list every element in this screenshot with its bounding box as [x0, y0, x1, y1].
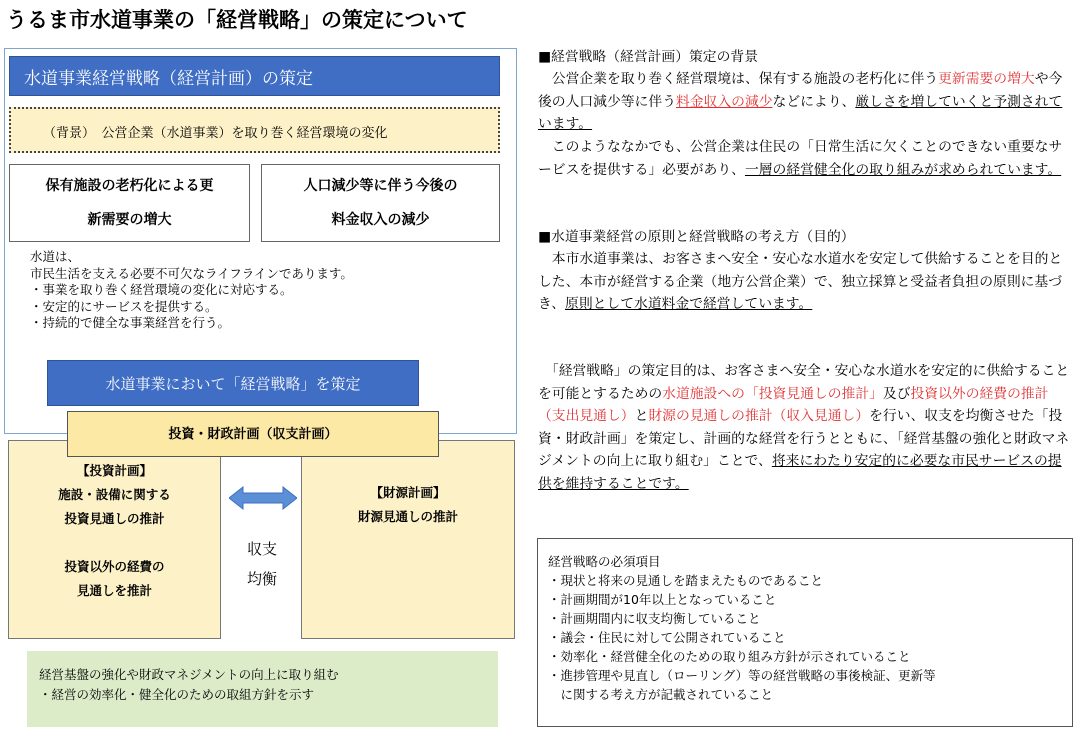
background-box: （背景） 公営企業（水道事業）を取り巻く経営環境の変化 [9, 107, 500, 153]
background-paragraph-1 [538, 68, 1073, 136]
footer-line: ・経営の効率化・健全化のための取組方針を示す [39, 687, 315, 702]
issue-aging-line2: 新需要の増大 [87, 212, 172, 228]
text-span: 「経営戦略」の策定目的は、お客さまへ安全・安心な水道水を安定的に供給することを可能とするための [538, 363, 1070, 402]
issue-facility-aging [9, 164, 250, 242]
requirement-item: ・議会・住民に対して公開されていること [548, 630, 786, 645]
lifeline-line: 水道は、 [30, 249, 81, 264]
principles-paragraph-1 [538, 248, 1073, 316]
lifeline-line: 市民生活を支える必要不可欠なライフラインであります。 [30, 265, 353, 281]
investment-line: 施設・設備に関する [58, 487, 171, 502]
text-span: と [634, 408, 649, 424]
balance-line: 均衡 [246, 570, 277, 588]
issue-revenue-line1: 人口減少等に伴う今後の [303, 178, 458, 194]
underlined-text: 将来にわたり安定的に必要な市民サービスの提供を維持することです。 [538, 453, 1062, 492]
text-span: などにより、 [772, 93, 856, 110]
finance-line: 財源見通しの推計 [357, 509, 458, 524]
text-span: を行い、収支を均衡させた「投資・財政計画」を策定し、計画的な経営を行うとともに、「経営基盤の強化と財政マネジメントの向上に取り組む」ことで、 [538, 408, 1070, 469]
investment-finance-plan-box: 投資・財政計画（収支計画） [67, 411, 439, 457]
highlight-text: 水道施設への「投資見通しの推計」 [662, 385, 883, 402]
issue-aging-line1: 保有施設の老朽化による更 [45, 178, 214, 194]
requirement-item: に関する考え方が記載されていること [548, 687, 774, 702]
requirements-title: 経営戦略の必須項目 [548, 554, 661, 569]
underlined-text: 原則として水道料金で経営しています。 [565, 296, 813, 312]
requirement-item: ・現状と将来の見通しを踏まえたものであること [548, 573, 824, 588]
balance-label [237, 534, 287, 594]
issue-revenue-decline [261, 164, 500, 242]
text-span: 本市水道事業は、お客さまへ安全・安心な水道水を安定して供給することを目的とした、本市が経営する企業（地方公営企業）で、独立採算と受益者負担の原則に基づき、 [538, 251, 1063, 312]
text-span: このようななかでも、公営企業は住民の「日常生活に欠くことのできない重要なサービスを提供する」必要があり、 [538, 139, 1063, 178]
principles-paragraph-2 [538, 360, 1073, 495]
lifeline-line: ・持続的で健全な事業経営を行う。 [30, 315, 231, 330]
underlined-text: 一層の経営健全化の取り組みが求められています。 [744, 161, 1062, 178]
management-footer [27, 651, 498, 727]
page-title: うるま市水道事業の「経営戦略」の策定について [6, 8, 468, 32]
highlight-text: 投資以外の経費の推計（支出見通し） [538, 385, 1049, 424]
lifeline-line: ・事業を取り巻く経営環境の変化に対応する。 [30, 282, 293, 297]
strategy-banner: 水道事業において「経営戦略」を策定 [47, 360, 419, 406]
requirement-item: ・計画期間内に収支均衡していること [548, 611, 761, 626]
text-span: や今後の人口減少等に伴う [538, 71, 1063, 110]
finance-plan-title: 【財源計画】 [370, 485, 446, 500]
text-span: 公営企業を取り巻く経営環境は、保有する施設の老朽化に伴う [538, 71, 939, 87]
issue-revenue-line2: 料金収入の減少 [331, 212, 430, 228]
highlight-text: 財源の見通しの推計（収入見通し） [648, 408, 870, 424]
background-paragraph-2 [538, 136, 1073, 181]
investment-plan-title: 【投資計画】 [76, 463, 152, 478]
section-heading-principles: ■水道事業経営の原則と経営戦略の考え方（目的） [538, 229, 855, 245]
double-arrow-icon [229, 486, 297, 510]
highlight-text: 更新需要の増大 [938, 71, 1035, 87]
balance-line: 収支 [246, 540, 277, 558]
finance-plan-box [301, 440, 515, 639]
underlined-text: 厳しさを増していくと予測されています。 [538, 93, 1063, 132]
lifeline-text [30, 249, 353, 332]
lifeline-line: ・安定的にサービスを提供する。 [30, 298, 218, 314]
investment-line: 投資見通しの推計 [64, 511, 165, 526]
requirements-box [537, 538, 1073, 727]
footer-line: 経営基盤の強化や財政マネジメントの向上に取り組む [39, 667, 339, 682]
text-span: 及び [882, 385, 911, 402]
investment-plan-box [8, 440, 221, 639]
investment-line: 見通しを推計 [76, 583, 152, 598]
highlight-text: 料金収入の減少 [675, 93, 773, 110]
strategy-header: 水道事業経営戦略（経営計画）の策定 [9, 56, 500, 96]
investment-line: 投資以外の経費の [64, 559, 165, 574]
requirement-item: ・計画期間が10年以上となっていること [548, 592, 777, 607]
section-heading-background: ■経営戦略（経営計画）策定の背景 [538, 49, 758, 65]
requirement-item: ・効率化・経営健全化のための取り組み方針が示されていること [548, 649, 911, 664]
requirement-item: ・進捗管理や見直し（ローリング）等の経営戦略の事後検証、更新等 [548, 668, 936, 683]
